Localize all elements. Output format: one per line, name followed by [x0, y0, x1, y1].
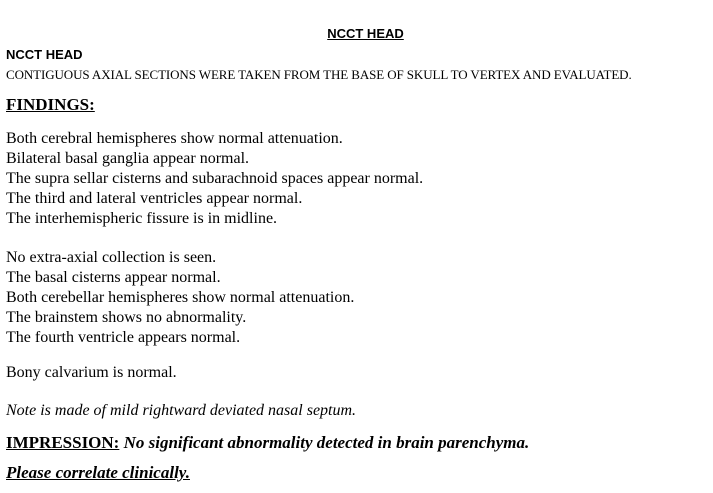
exam-heading: NCCT HEAD — [6, 47, 83, 62]
impression-text: No significant abnormality detected in brain parenchyma. — [123, 433, 530, 452]
impression-label: IMPRESSION: — [6, 433, 120, 452]
findings-group-1 — [6, 129, 423, 229]
report-title: NCCT HEAD — [327, 26, 404, 41]
note-line: Note is made of mild rightward deviated nasal septum. — [6, 402, 357, 419]
findings-group-3 — [6, 363, 177, 383]
technique-line: CONTIGUOUS AXIAL SECTIONS WERE TAKEN FROM THE BASE OF SKULL TO VERTEX AND EVALUATED. — [6, 67, 632, 82]
finding-line: The brainstem shows no abnormality. — [6, 309, 247, 326]
finding-line: The fourth ventricle appears normal. — [6, 329, 241, 346]
finding-line: The basal cisterns appear normal. — [6, 269, 221, 286]
finding-line: The third and lateral ventricles appear normal. — [6, 190, 303, 207]
impression-line — [6, 433, 529, 453]
findings-group-2 — [6, 248, 354, 348]
finding-line: Bilateral basal ganglia appear normal. — [6, 150, 250, 167]
finding-line: Bony calvarium is normal. — [6, 364, 177, 381]
finding-line: The interhemispheric fissure is in midline. — [6, 210, 278, 227]
finding-line: Both cerebral hemispheres show normal attenuation. — [6, 130, 343, 147]
finding-line: Both cerebellar hemispheres show normal attenuation. — [6, 289, 355, 306]
finding-line: No extra-axial collection is seen. — [6, 249, 217, 266]
correlate-line: Please correlate clinically. — [6, 463, 190, 482]
findings-label: FINDINGS: — [6, 95, 95, 114]
finding-line: The supra sellar cisterns and subarachnoid spaces appear normal. — [6, 170, 424, 187]
